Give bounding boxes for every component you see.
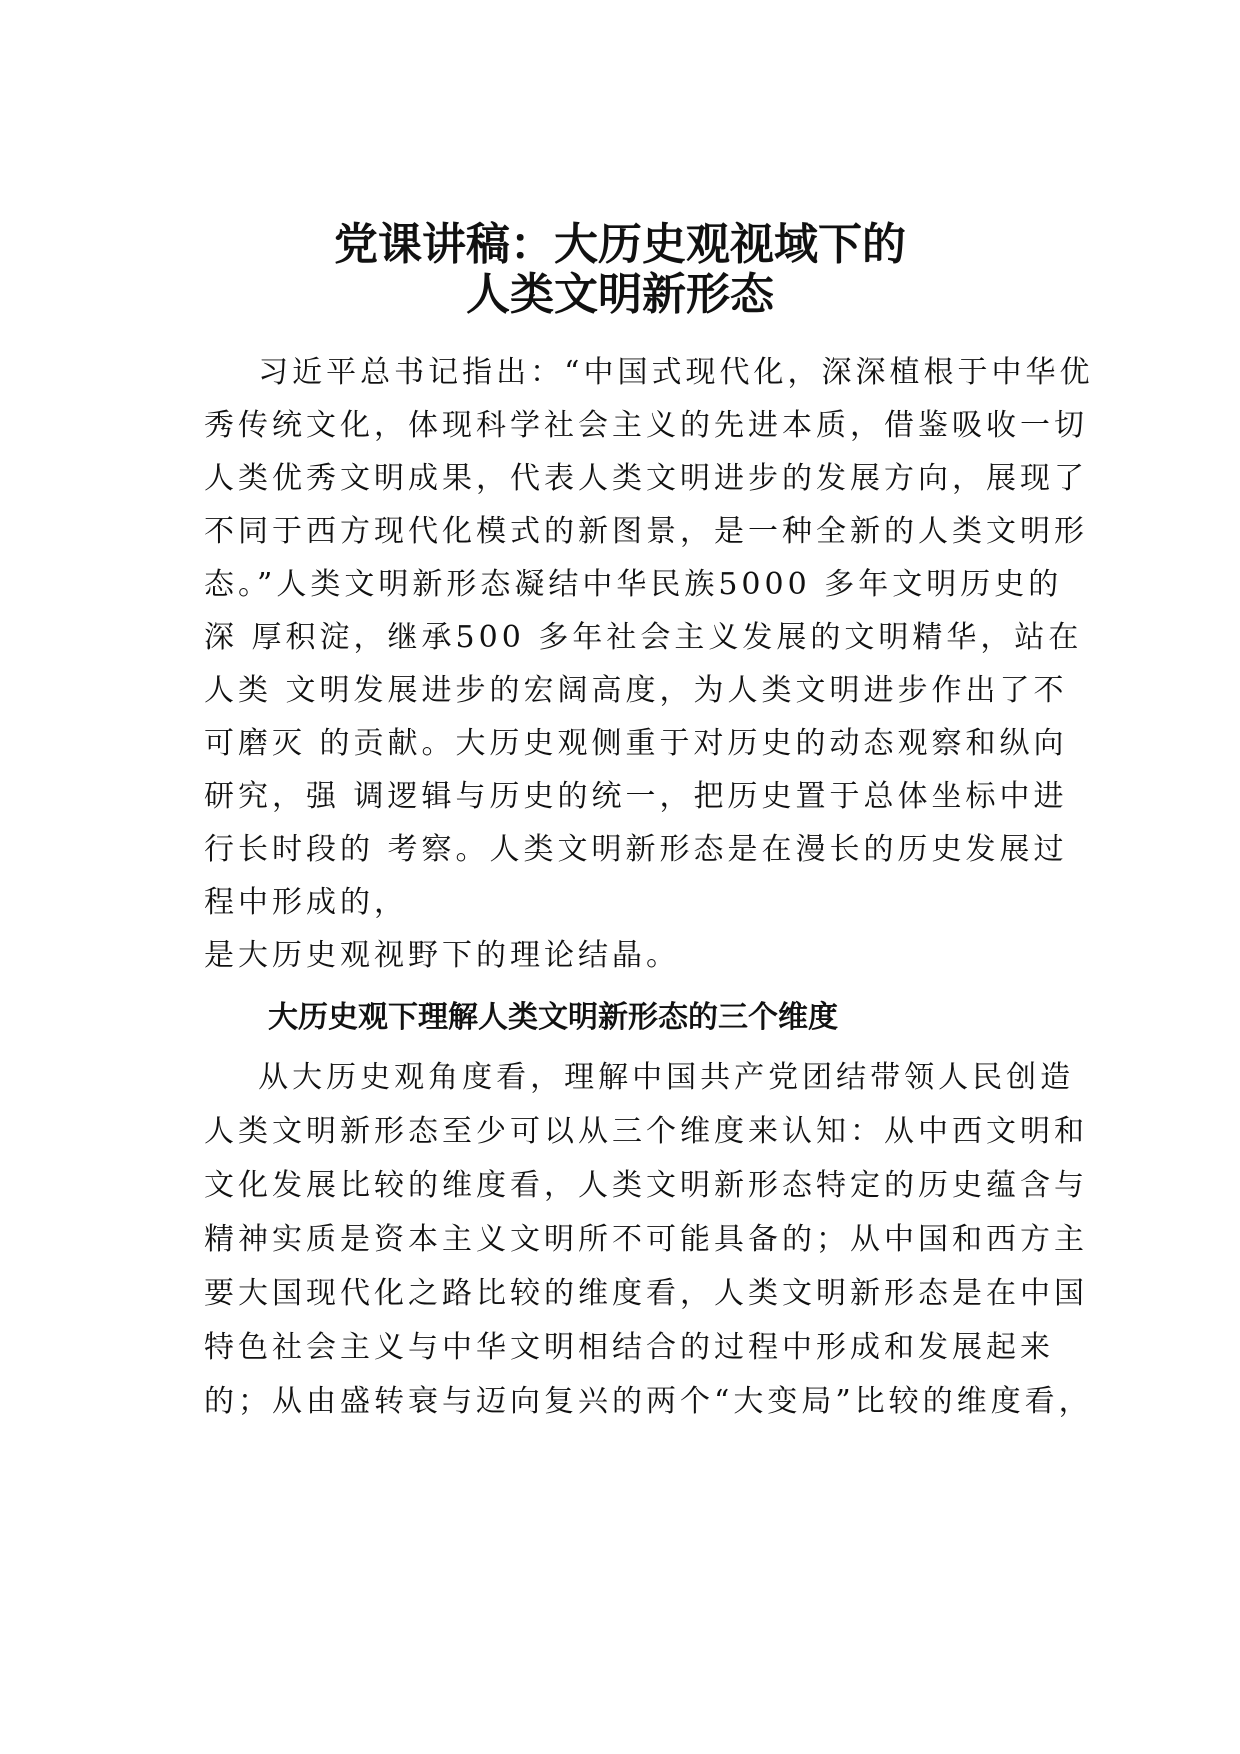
document-title-line-1: 党课讲稿：大历史观视域下的 <box>334 219 906 270</box>
paragraph-line: 的；从由盛转衰与迈向复兴的两个“大变局”比较的维度看， <box>204 1384 1093 1419</box>
paragraph-line: 从大历史观角度看，理解中国共产党团结带领人民创造 <box>204 1060 1075 1095</box>
paragraph-line: 是大历史观视野下的理论结晶。 <box>204 938 680 973</box>
paragraph-line: 秀传统文化，体现科学社会主义的先进本质，借鉴吸收一切 <box>204 408 1088 443</box>
paragraph-line: 人类文明新形态至少可以从三个维度来认知：从中西文明和 <box>204 1114 1088 1149</box>
paragraph-line: 程中形成的， <box>204 885 408 920</box>
paragraph-line: 态。”人类文明新形态凝结中华民族5000 多年文明历史的 <box>204 567 1063 602</box>
document-title-line-2: 人类文明新形态 <box>466 269 774 320</box>
paragraph-line: 特色社会主义与中华文明相结合的过程中形成和发展起来 <box>204 1330 1054 1365</box>
paragraph-line: 不同于西方现代化模式的新图景，是一种全新的人类文明形 <box>204 514 1088 549</box>
paragraph-line: 研究，强 调逻辑与历史的统一，把历史置于总体坐标中进 <box>204 779 1068 814</box>
paragraph-line: 人类优秀文明成果，代表人类文明进步的发展方向，展现了 <box>204 461 1088 496</box>
paragraph-line: 深 厚积淀，继承500 多年社会主义发展的文明精华，站在 <box>204 620 1083 655</box>
section-heading: 大历史观下理解人类文明新形态的三个维度 <box>268 1000 838 1035</box>
paragraph-line: 精神实质是资本主义文明所不可能具备的；从中国和西方主 <box>204 1222 1088 1257</box>
paragraph-line: 人类 文明发展进步的宏阔高度，为人类文明进步作出了不 <box>204 673 1068 708</box>
paragraph-line: 可磨灭 的贡献。大历史观侧重于对历史的动态观察和纵向 <box>204 726 1068 761</box>
paragraph-line: 要大国现代化之路比较的维度看，人类文明新形态是在中国 <box>204 1276 1088 1311</box>
paragraph-line: 习近平总书记指出：“中国式现代化，深深植根于中华优 <box>204 355 1094 390</box>
paragraph-line: 行长时段的 考察。人类文明新形态是在漫长的历史发展过 <box>204 832 1068 867</box>
paragraph-line: 文化发展比较的维度看，人类文明新形态特定的历史蕴含与 <box>204 1168 1088 1203</box>
